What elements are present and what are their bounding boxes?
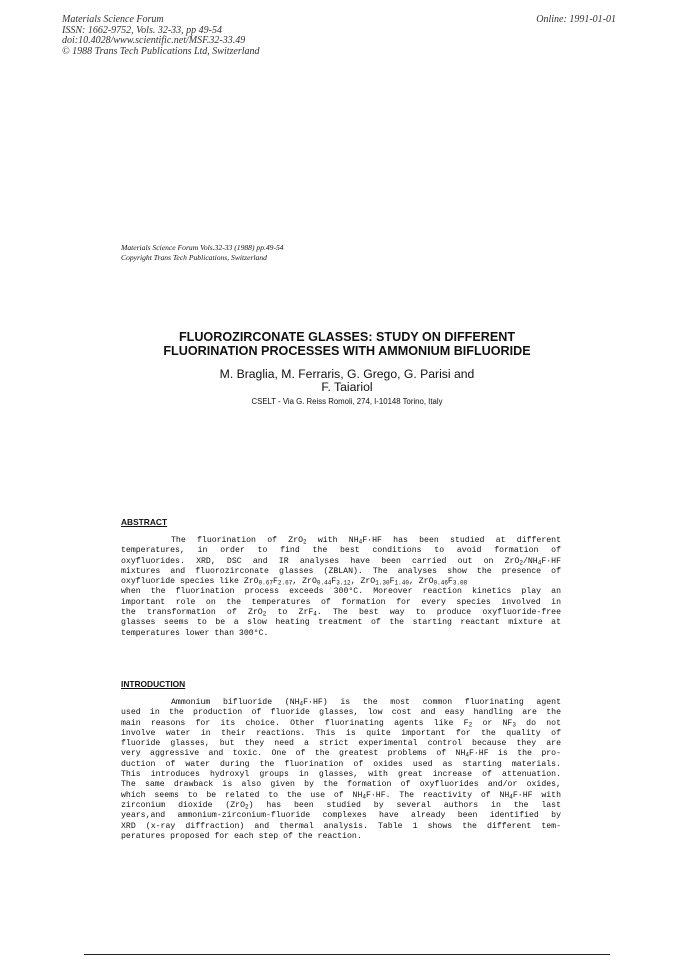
- intro-line: main reasons for its choice. Other fluorinating agents like $F_2$ or $NF_3$ do not: [121, 718, 561, 729]
- abstract-line: oxyfluoride species like $ZrO_{0.67}F_{2.67}$, $ZrO_{0.44}F_{3.12}$, $ZrO_{1.30}F_{1.40}$, $ZrO_{0.46}F_{3.08}$: [121, 577, 468, 587]
- paper-title: [84, 330, 610, 358]
- footer-rule: [84, 954, 610, 955]
- abstract-line: oxyfluorides. XRD, DSC and IR analyses have been carried out on $ZrO_2/NH_4F\cdot HF$: [121, 556, 561, 567]
- copyright-line: © 1988 Trans Tech Publications Ltd, Switzerland: [62, 45, 260, 57]
- abstract-line: the transformation of ZrO$_2$ to ZrF$_4$. The best way to produce oxyfluoride-free: [121, 608, 561, 618]
- intro-line: duction of water during the fluorination of oxides used as starting materials.: [121, 759, 561, 769]
- intro-line: zirconium dioxide (ZrO$_2$) has been studied by several authors in the last: [121, 800, 561, 811]
- journal-name: Materials Science Forum: [62, 14, 164, 25]
- intro-line: involve water in their reactions. This is quite important for the quality of: [121, 728, 561, 738]
- affiliation: CSELT - Via G. Reiss Romoli, 274, I-10148 Torino, Italy: [251, 397, 443, 406]
- intro-line: fluoride glasses, but they need a strict experimental control because they are: [121, 739, 561, 749]
- intro-line: Ammonium bifluoride $(NH_4F\cdot HF)$ is the most common fluorinating agent: [171, 698, 561, 708]
- title-line-2: FLUORINATION PROCESSES WITH AMMONIUM BIFLUORIDE: [163, 344, 531, 358]
- introduction-body: [121, 698, 561, 842]
- intro-line: The same drawback is also given by the formation of oxyfluorides and/or oxides,: [121, 780, 561, 790]
- doi-link[interactable]: doi:10.4028/www.scientific.net/MSF.32-33.49: [62, 35, 246, 46]
- abstract-line: The fluorination of ZrO$_2$ with $NH_4F\cdot HF$ has been studied at different: [171, 536, 561, 546]
- intro-line: which seems to be related to the use of $NH_4F\cdot HF$. The reactivity of $NH_4F\cdot HF$ with: [121, 790, 561, 801]
- authors-line-2: F. Taiariol: [321, 380, 373, 394]
- intro-line: This introduces hydroxyl groups in glasses, with great increase of attenuation.: [121, 770, 561, 780]
- journal-header: [62, 15, 260, 57]
- abstract-body: [121, 536, 561, 639]
- issn-line: ISSN: 1662-9752, Vols. 32-33, pp 49-54: [62, 24, 222, 36]
- online-date: Online: 1991-01-01: [536, 14, 616, 25]
- abstract-line: glasses seems to be a slow heating treatment of the starting reactant mixture at: [121, 618, 561, 628]
- abstract-line: when the fluorination process exceeds 300°C. Moreover reaction kinetics play an: [121, 587, 561, 597]
- title-line-1: FLUOROZIRCONATE GLASSES: STUDY ON DIFFERENT: [178, 330, 516, 344]
- intro-line: years,and ammonium-zirconium-fluoride complexes have already been identified by: [121, 811, 561, 821]
- abstract-line: mixtures and fluorozirconate glasses (ZBLAN). The analyses show the presence of: [121, 566, 561, 576]
- intro-line: used in the production of fluoride glasses, low cost and easy handling are the: [121, 708, 561, 718]
- abstract-line: temperatures lower than 300°C.: [121, 628, 269, 638]
- intro-line: peratures proposed for each step of the reaction.: [121, 831, 362, 841]
- author-list: [84, 368, 610, 394]
- intro-line: XRD (x-ray diffraction) and thermal analysis. Table 1 shows the different tem-: [121, 821, 561, 831]
- source-line-1: Materials Science Forum Vols.32-33 (1988) pp.49-54: [121, 243, 284, 252]
- abstract-heading: ABSTRACT: [121, 517, 168, 527]
- abstract-line: important role on the temperatures of formation for every species involved in: [121, 597, 561, 607]
- abstract-line: temperatures, in order to find the best conditions to avoid formation of: [121, 546, 561, 556]
- source-line-2: Copyright Trans Tech Publications, Switzerland: [121, 252, 267, 262]
- introduction-heading: INTRODUCTION: [121, 679, 186, 689]
- authors-line-1: M. Braglia, M. Ferraris, G. Grego, G. Parisi and: [219, 367, 475, 381]
- intro-line: very aggressive and toxic. One of the greatest problems of $NH_4F\cdot HF$ is the pro-: [121, 749, 561, 759]
- source-citation: [121, 243, 284, 262]
